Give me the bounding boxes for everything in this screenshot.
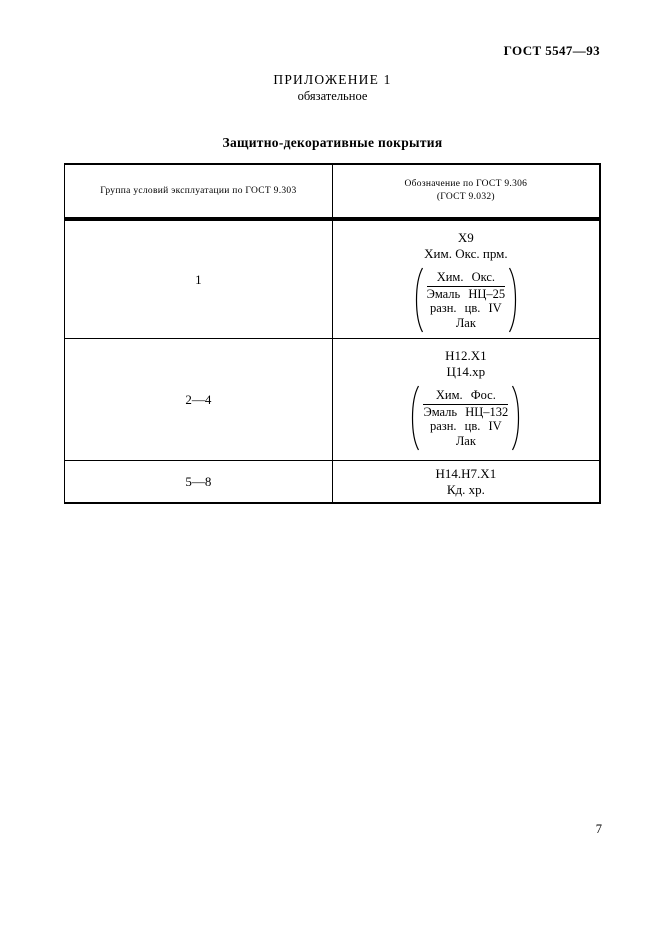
appendix-subtitle: обязательное	[297, 89, 368, 103]
group-cell: 1	[65, 219, 333, 339]
table-header-row	[65, 164, 601, 219]
doc-number: ГОСТ 5547—93	[503, 43, 600, 58]
appendix-block	[64, 72, 601, 104]
fraction-denominator-line: Лак	[455, 315, 476, 330]
fraction-denominator-line: Лак	[455, 433, 476, 448]
fraction-body	[423, 388, 508, 448]
fraction-body	[427, 270, 506, 330]
designation-cell	[332, 461, 600, 504]
header-designation-line2: (ГОСТ 9.032)	[436, 192, 495, 202]
header-designation-column	[332, 164, 600, 219]
fraction-denominator-line: Эмаль НЦ–25	[426, 286, 506, 301]
appendix-title: ПРИЛОЖЕНИЕ 1	[273, 72, 392, 87]
right-paren-glyph	[511, 385, 520, 451]
table-row-group-5-8	[65, 461, 601, 504]
group-cell: 5—8	[65, 461, 333, 504]
designation-line: Н14.Н7.Х1	[435, 466, 497, 481]
designation-line: Хим. Окс. прм.	[424, 245, 508, 261]
header-designation-line1: Обозначение по ГОСТ 9.306	[404, 179, 528, 189]
fraction-numerator: Хим. Фос.	[423, 388, 508, 405]
designation-line: Н12.Х1	[445, 348, 487, 363]
left-paren-glyph	[411, 385, 420, 451]
left-paren-glyph	[415, 267, 424, 333]
table-row-group-2-4	[65, 339, 601, 461]
header-group-column: Группа условий эксплуатации по ГОСТ 9.303	[65, 164, 333, 219]
coatings-table	[64, 163, 601, 504]
designation-line: Х9	[457, 230, 474, 245]
designation-cell	[332, 219, 600, 339]
right-paren-glyph	[508, 267, 517, 333]
section-title: Защитно-декоративные покрытия	[222, 135, 443, 150]
coating-fraction	[333, 267, 599, 333]
fraction-denominator-line: Эмаль НЦ–132	[423, 404, 509, 419]
page-number: 7	[595, 822, 602, 836]
group-cell: 2—4	[65, 339, 333, 461]
designation-cell	[332, 339, 600, 461]
fraction-denominator-line: разн. цв. IV	[430, 301, 502, 315]
fraction-denominator-line: разн. цв. IV	[430, 419, 502, 433]
fraction-numerator: Хим. Окс.	[427, 270, 506, 287]
designation-line: Кд. хр.	[446, 481, 485, 497]
coating-fraction	[333, 385, 599, 451]
table-row-group-1	[65, 219, 601, 339]
designation-line: Ц14.хр	[446, 363, 486, 379]
